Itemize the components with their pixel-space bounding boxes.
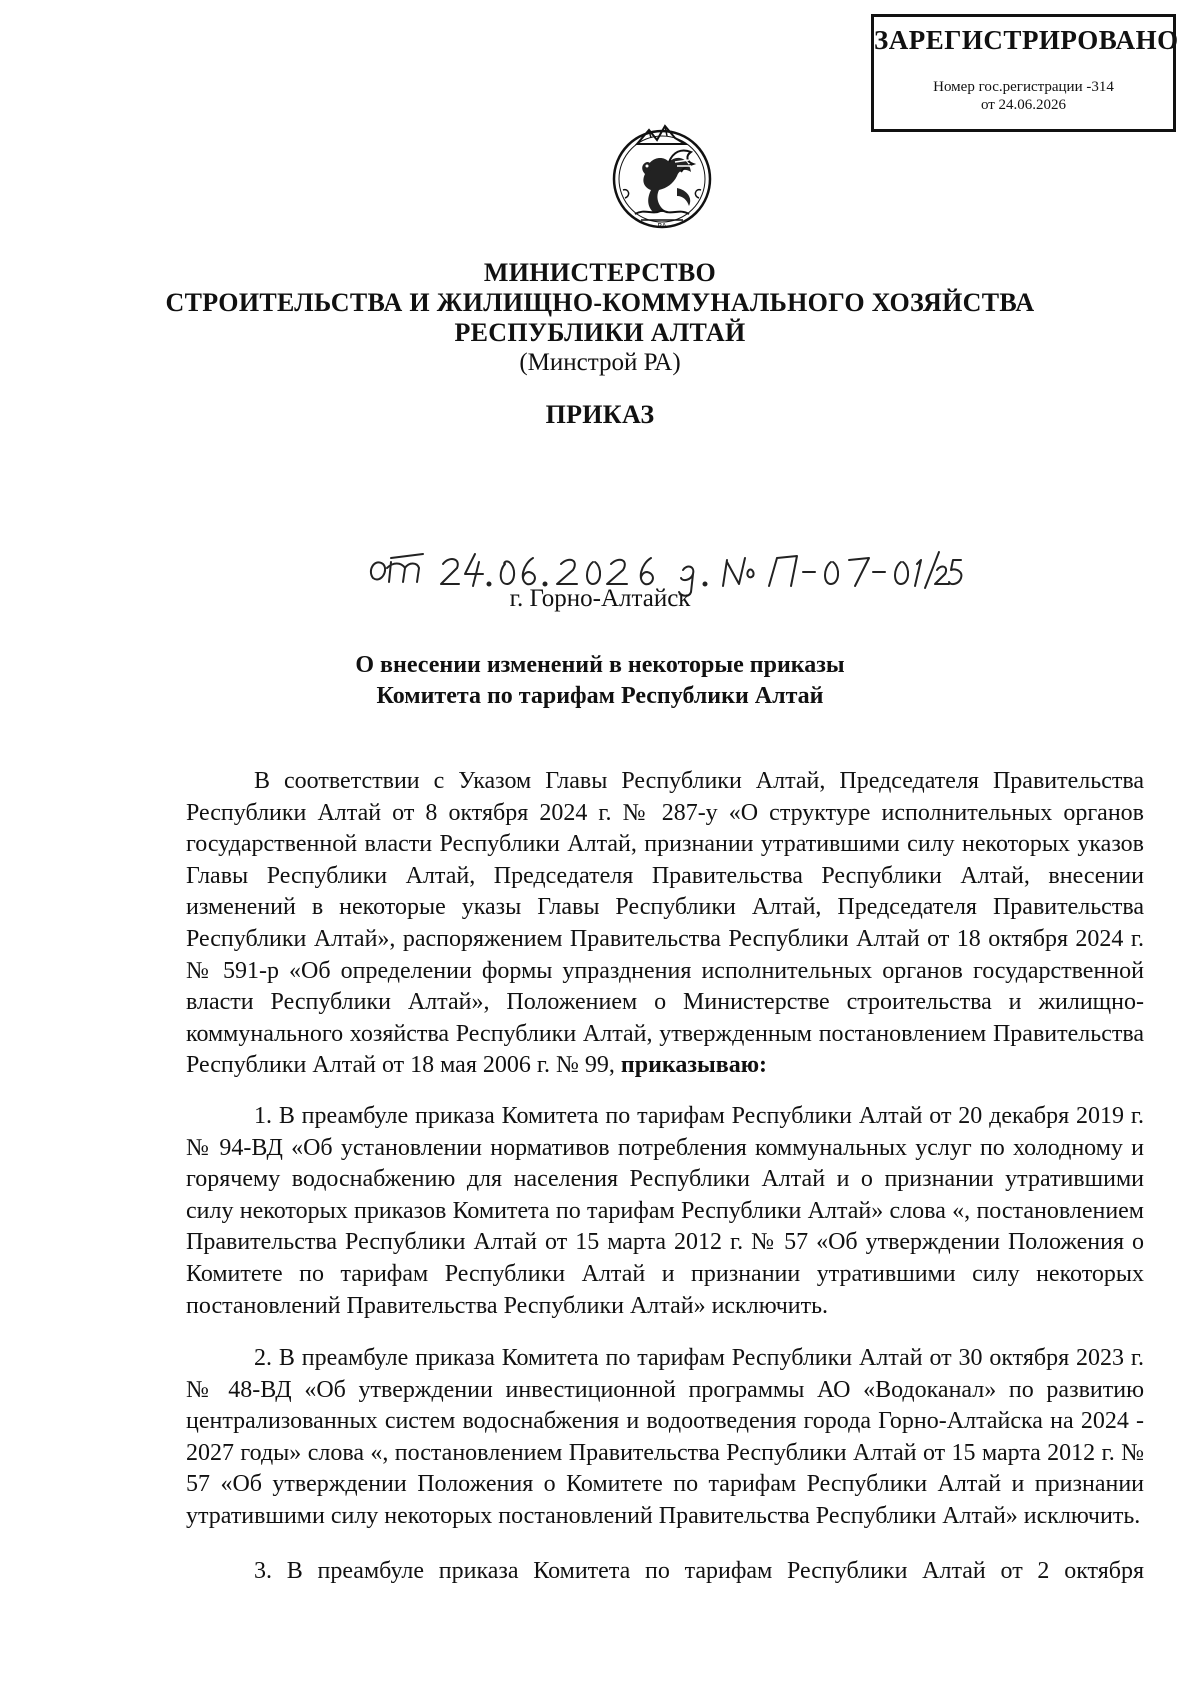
ministry-line-3: РЕСПУБЛИКИ АЛТАЙ — [454, 318, 746, 347]
ministry-short-name: (Минстрой РА) — [519, 349, 681, 376]
emblem-letters: РА — [657, 222, 667, 230]
preamble-paragraph — [186, 766, 1144, 1082]
item-2-text: 2. В преамбуле приказа Комитета по тарифам Республики Алтай от 30 октября 2023 г. № 48-ВД «Об утверждении инвестиционной программы АО «Водоканал» по развитию централизованных систем водоснабжения и водоотведения города Горно-Алтайска на 2024 - 2027 годы» слова «, постановлением Правительства Республики Алтай от 15 марта 2012 г. № 57 «Об утверждении Положения о Комитете по тарифам Республики Алтай и признании утратившими силу некоторых постановлений Правительства Республики Алтай» исключить. — [186, 1345, 1144, 1529]
stamp-registration-number: Номер гос.регистрации -314 — [933, 79, 1114, 95]
coat-of-arms-icon — [607, 118, 717, 236]
document-type: ПРИКАЗ — [545, 400, 655, 429]
registration-stamp — [871, 14, 1179, 132]
preamble-text: В соответствии с Указом Главы Республики Алтай, Председателя Правительства Республики Алтай от 8 октября 2024 г. № 287-у «О структуре исполнительных органов государственной власти Республики Алтай, признании утратившими силу некоторых указов Главы Республики Алтай, Председателя Правительства Республики Алтай, внесении изменений в некоторые указы Главы Республики Алтай, Председателя Правительства Республики Алтай», распоряжением Правительства Республики Алтай от 18 октября 2024 г. № 591-р «Об определении формы упразднения исполнительных органов государственной власти Республики Алтай», Положением о Министерстве строительства и жилищно-коммунального хозяйства Республики Алтай, утвержденным постановлением Правительства Республики Алтай от 18 мая 2006 г. № 99, — [186, 768, 1144, 1079]
order-title-line-1: О внесении изменений в некоторые приказы — [355, 652, 845, 678]
order-title-line-2: Комитета по тарифам Республики Алтай — [376, 683, 824, 709]
order-city: г. Горно-Алтайск — [509, 585, 691, 612]
item-1-paragraph — [186, 1101, 1144, 1322]
item-2-paragraph — [186, 1343, 1144, 1533]
item-3-text: 3. В преамбуле приказа Комитета по тарифам Республики Алтай от 2 октября — [254, 1558, 1144, 1584]
ministry-line-2: СТРОИТЕЛЬСТВА И ЖИЛИЩНО-КОММУНАЛЬНОГО ХОЗЯЙСТВА — [165, 288, 1035, 317]
stamp-title: ЗАРЕГИСТРИРОВАНО — [874, 25, 1179, 55]
item-3-paragraph — [186, 1556, 1144, 1588]
stamp-registration-date: от 24.06.2026 — [980, 97, 1067, 113]
item-1-text: 1. В преамбуле приказа Комитета по тарифам Республики Алтай от 20 декабря 2019 г. № 94-ВД «Об установлении нормативов потребления коммунальных услуг по холодному и горячему водоснабжению для населения Республики Алтай и о признании утратившими силу некоторых приказов Комитета по тарифам Республики Алтай» слова «, постановлением Правительства Республики Алтай от 15 марта 2012 г. № 57 «Об утверждении Положения о Комитете по тарифам Республики Алтай и признании утратившими силу некоторых постановлений Правительства Республики Алтай» исключить. — [186, 1103, 1144, 1319]
ministry-line-1: МИНИСТЕРСТВО — [483, 258, 717, 287]
preamble-keyword: приказываю: — [620, 1052, 768, 1079]
